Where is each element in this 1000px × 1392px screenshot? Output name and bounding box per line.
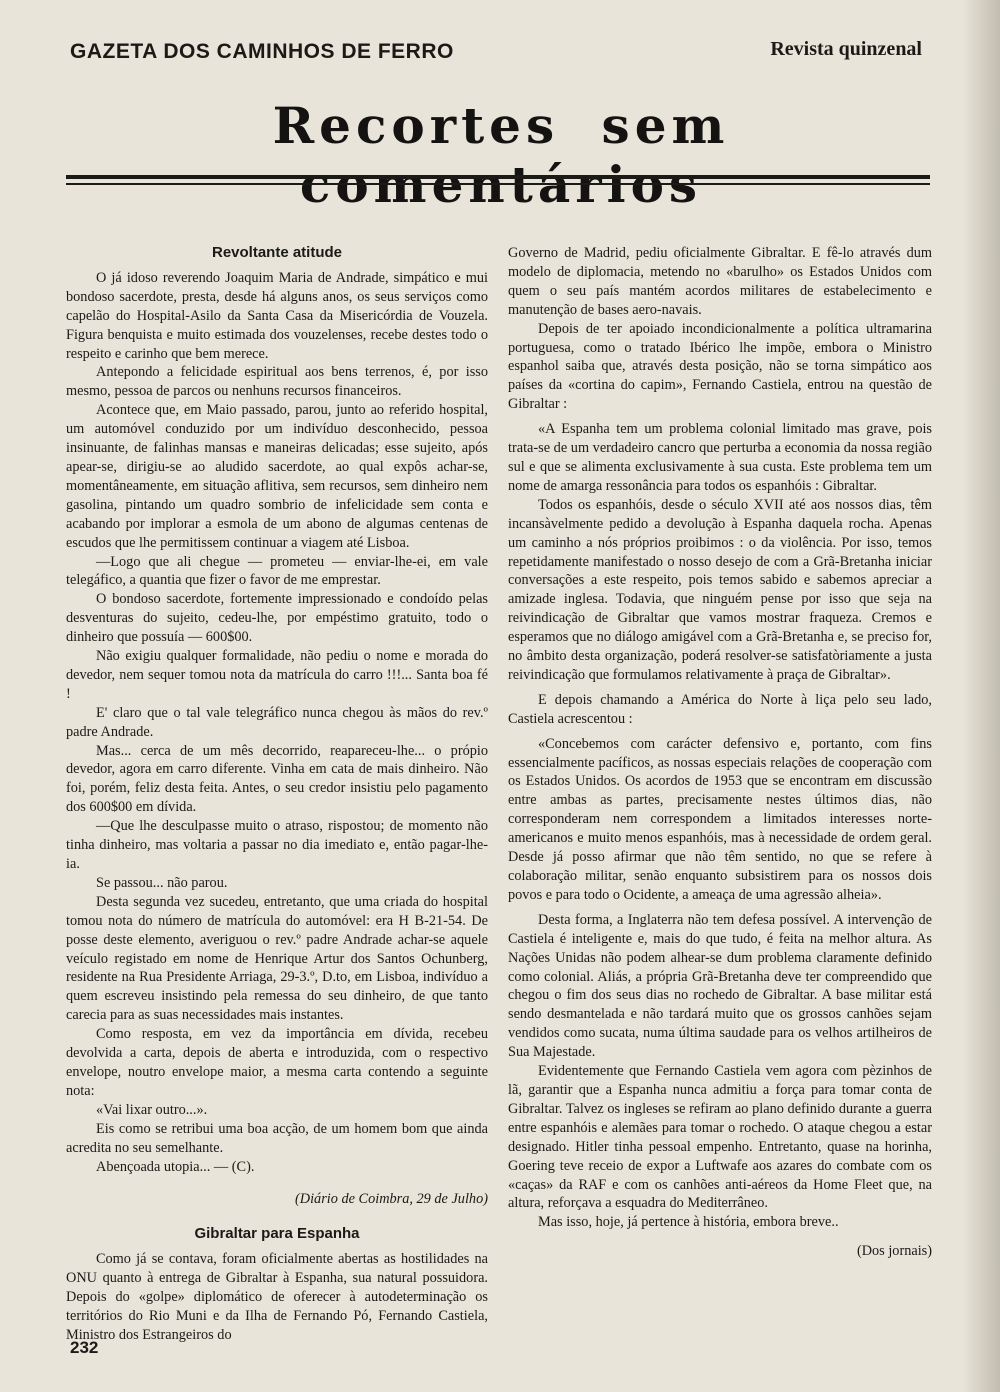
article-paragraph: Abençoada utopia... — (C). <box>96 1158 255 1175</box>
left-column <box>66 244 488 1345</box>
article-source: (Dos jornais) <box>856 1243 932 1260</box>
article-quote: «Vai lixar outro...». <box>96 1101 208 1118</box>
article-quote: «A Espanha tem um problema colonial limitado mas grave, pois trata-se de um verdadeiro cancro que perturba a economia da nossa região sul e que se alimenta exclusivamente à sua custa. Este problema tem um nome de amarga ressonância para todos os espanhóis : Gibraltar. <box>508 421 932 494</box>
article-paragraph: E depois chamando a América do Norte à liça pelo seu lado, Castiela acrescentou : <box>508 691 932 727</box>
right-column <box>508 244 932 1261</box>
article-paragraph: Não exigiu qualquer formalidade, não pediu o nome e morada do devedor, nem sequer tomou nota da matrícula do carro !!!... Santa boa fé ! <box>66 648 488 702</box>
page-title: Recortes sem <box>272 96 730 155</box>
article-paragraph: O já idoso reverendo Joaquim Maria de Andrade, simpático e mui bondoso sacerdote, presta, desde há alguns anos, os seus serviços como capelão do Hospital-Asilo da Santa Casa da Misericórdia de Vouzela. Figura benquista e muito estimada dos vouzelenses, recebe destes todo o respeito e carinho que bem merece. <box>66 269 488 362</box>
publication-frequency: Revista quinzenal <box>770 38 922 60</box>
article-paragraph: Depois de ter apoiado incondicionalmente a política ultramarina portuguesa, como o tratado Ibérico lhe impõe, embora o Ministro espanhol saiba que, através desta posição, não se torna simpático aos países da «cortina do capim», Fernando Castiela, entrou na questão de Gibraltar : <box>508 320 932 413</box>
article-paragraph: Acontece que, em Maio passado, parou, junto ao referido hospital, um automóvel conduzido por um indivíduo desconhecido, pessoa insinuante, de falinhas mansas e maneiras delicadas; esse sujeito, após apear-se, dirigiu-se ao aludido sacerdote, ao qual expôs achar-se, momentâneamente, em situação aflitiva, sem recursos, sem dinheiro nem gasolina, pintando um quadro sombrio de infelicidade sem conta e acabando por implorar a esmola de um abono de algumas centenas de escudos que lhe permitissem continuar a viagem até Lisboa. <box>66 402 488 551</box>
title-rule-thick <box>66 175 930 179</box>
page-edge-shadow <box>962 0 1000 1392</box>
article-paragraph: Desta segunda vez sucedeu, entretanto, que uma criada do hospital tomou nota do número de matrícula do automóvel: era H B-21-54. De posse deste elemento, averiguou o rev.º padre Andrade achar-se aquele veículo registado em nome de Henrique Artur dos Santos Ochunberg, residente na Rua Presidente Arriaga, 29-3.º, D.to, em Lisboa, indivíduo a quem escreveu insistindo pela remessa do seu dinheiro, de que tanto carecia para as suas necessidades mais instantes. <box>66 893 488 1024</box>
article-paragraph: Governo de Madrid, pediu oficialmente Gibraltar. E fê-lo através dum modelo de diplomacia, metendo no «barulho» os Estados Unidos com quem o seu país mantém acordos militares de estabelecimento e manutenção de bases aero-navais. <box>508 245 932 318</box>
article-paragraph: Como resposta, em vez da importância em dívida, recebeu devolvida a carta, depois de aberta e introduzida, com o respectivo envelope, noutro envelope maior, a mesma carta contendo a seguinte nota: <box>66 1026 488 1099</box>
article-paragraph: Antepondo a felicidade espiritual aos bens terrenos, é, por isso mesmo, pessoa de parcos ou nenhuns recursos financeiros. <box>66 364 488 400</box>
article-paragraph: Mas isso, hoje, já pertence à história, embora breve.. <box>538 1214 839 1231</box>
article-paragraph: Mas... cerca de um mês decorrido, reapareceu-lhe... o própio devedor, agora em carro diferente. Vinha em cata de mais dinheiro. Não foi, porém, feliz desta feita. Antes, o seu credor insistiu pelo pagamento dos 600$00 em dívida. <box>66 742 488 816</box>
article-paragraph: Se passou... não parou. <box>96 874 228 891</box>
article-paragraph: —Que lhe desculpasse muito o atraso, rispostou; de momento não tinha dinheiro, mas voltaria a passar no dia imediato e, então pagar-lhe-ia. <box>66 818 488 872</box>
article-paragraph: E' claro que o tal vale telegráfico nunca chegou às mãos do rev.º padre Andrade. <box>66 704 488 740</box>
article-paragraph: Como já se contava, foram oficialmente abertas as hostilidades na ONU quanto à entrega de Gibraltar à Espanha, sua natural possuidora. Depois do «golpe» diplomático de oferecer à autodeterminação os territórios do Rio Muni e da Ilha de Fernando Pó, Fernando Castiela, Ministro dos Estrangeiros do <box>66 1251 488 1343</box>
article-paragraph: —Logo que ali chegue — prometeu — enviar-lhe-ei, em vale telegáfico, a quantia que fizer o favor de me emprestar. <box>66 553 488 589</box>
title-rule-thin <box>66 183 930 185</box>
article-heading: Revoltante atitude <box>211 244 343 261</box>
publication-name: GAZETA DOS CAMINHOS DE FERRO <box>70 40 454 63</box>
article-paragraph: Desta forma, a Inglaterra não tem defesa possível. A intervenção de Castiela é inteligente e, mais do que tudo, é feita na melhor altura. As Nações Unidas não podem alhear-se dum problema claramente definido como colonial. Aliás, a própria Grã-Bretanha deve ter compreendido que chegou o fim dos seus dias no rochedo de Gibraltar. A base militar está sendo desmantelada e não tardará muito que os grossos canhões sejam vendidos como sucata, numa última saudade para os velhos artilheiros de Sua Majestade. <box>508 911 932 1061</box>
article-heading: Gibraltar para Espanha <box>194 1225 360 1243</box>
article-paragraph: Eis como se retribui uma boa acção, de um homem bom que ainda acredita no seu semelhante. <box>66 1120 488 1156</box>
article-quote: Todos os espanhóis, desde o século XVII até aos nossos dias, têm incansàvelmente pedido a devolução à Espanha daquela rocha. Apenas um caminho a nós próprios proibimos : o da violência. Por isso, temos repetidamente manifestado o nosso desejo de com a Grã-Bretanha iniciar conversações a este respeito, pois temos sabido e sabemos apreciar a amizade inglesa. Todavia, que ninguém pense por isso que seja na reivindicação de Gibraltar que vamos mostrar fraqueza. Cremos e esperamos que no diálogo amigável com a Grã-Bretanha e, se preciso for, no âmbito desta organização, poderá resolver-se satisfatòriamente a justa reivindicação que formulamos relativamente à praça de Gibraltar». <box>508 496 932 683</box>
article-paragraph: Evidentemente que Fernando Castiela vem agora com pèzinhos de lã, garantir que a Espanha nunca admitiu a força para tomar conta de Gibraltar. Talvez os ingleses se refiram ao plano definido durante a guerra entre espanhóis e alemães para tomar o rochedo. O ataque chegou a estar designado. Hitler tinha pessoal empenho. Entretanto, quase na horinha, Goering teve receio de expor a Luftwafe aos azares do combate com os «caças» da RAF e com os canhões anti-aéreos da Home Fleet que, na altura, reforçava a esquadra do Mediterrâneo. <box>508 1063 932 1212</box>
article-source: (Diário de Coimbra, 29 de Julho) <box>295 1191 488 1208</box>
article-paragraph: O bondoso sacerdote, fortemente impressionado e condoído pelas desventuras do sujeito, cedeu-lhe, por empéstimo gratuito, todo o dinheiro que possuía — 600$00. <box>66 591 488 646</box>
page-number: 232 <box>70 1338 99 1357</box>
article-quote: «Concebemos com carácter defensivo e, portanto, com fins essencialmente pacíficos, as nossas especiais relações de cooperação com os Estados Unidos. Os acordos de 1953 que se encontram em discussão entre ambas as partes, precisamente nestes últimos dias, não corresponderam nem correspondem a limitados interesses norte-americanos e muito menos espanhóis, mas à necessidade de ordem geral. Desde já posso afirmar que não têm sentido, no que se refere à colaboração militar, senão enquanto subsistirem para os nossos dois povos e para todo o Ocidente, a ameaça de uma agressão alheia». <box>508 735 932 903</box>
